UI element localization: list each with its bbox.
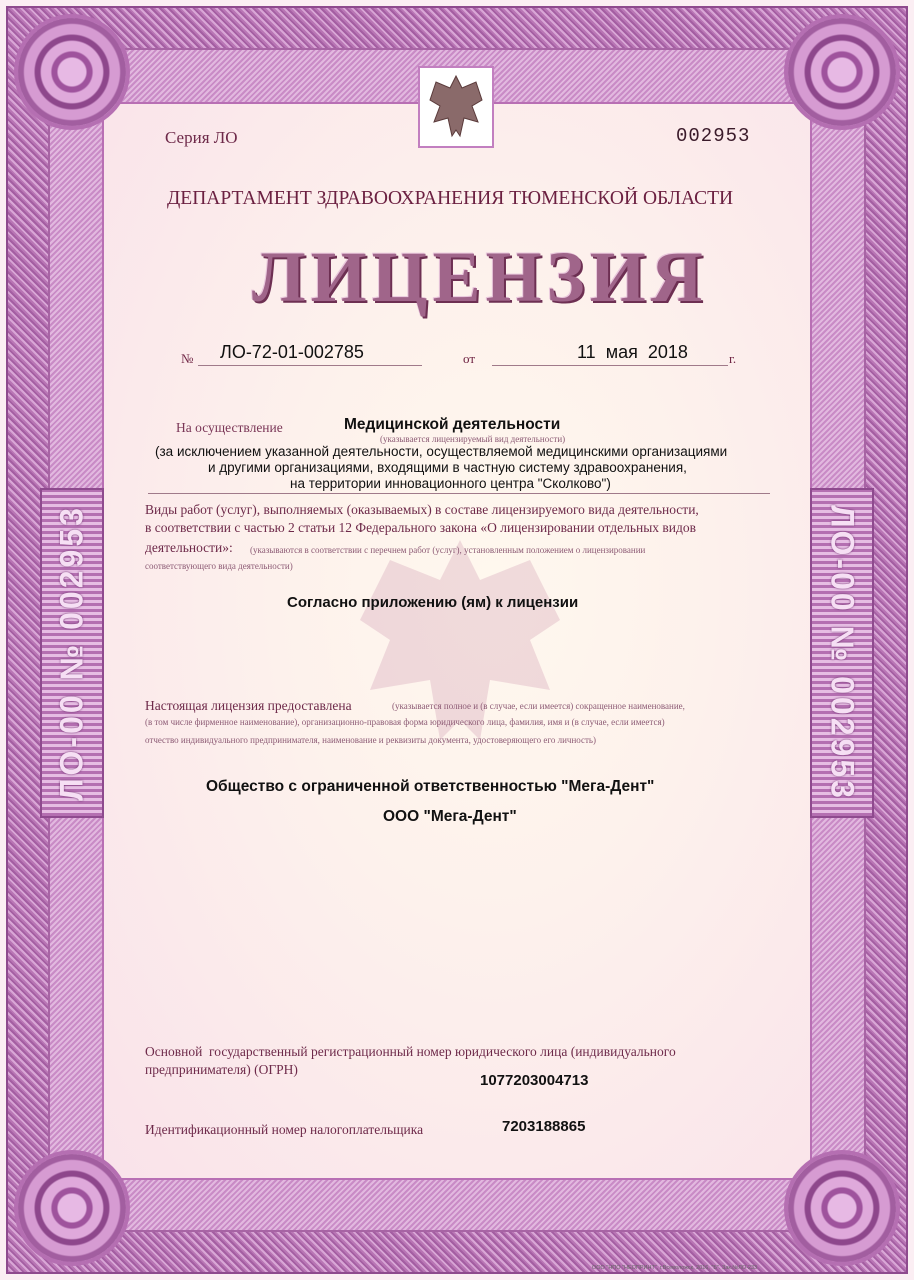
ogrn-value: 1077203004713 xyxy=(480,1072,589,1089)
activity-hint: (указывается лицензируемый вид деятельности) xyxy=(380,434,566,444)
left-side-panel-text: ЛО-00 № 002953 xyxy=(53,505,90,801)
grantee-short-name: ООО "Мега-Дент" xyxy=(383,808,517,825)
series-label: Серия ЛО xyxy=(165,128,238,147)
activity-underline xyxy=(148,493,770,494)
grantee-hint-2: (в том числе фирменное наименование), организационно-правовая форма юридического лица, фамилия, имя и (в случае, если имеется) xyxy=(145,717,665,727)
left-side-panel xyxy=(40,488,104,818)
corner-rosette-icon xyxy=(788,18,896,126)
ogrn-label-line-2: предпринимателя) (ОГРН) xyxy=(145,1062,298,1077)
activity-detail-line-1: (за исключением указанной деятельности, осуществляемой медицинскими организациями xyxy=(155,444,728,459)
grantee-label: Настоящая лицензия предоставлена xyxy=(145,698,352,713)
inn-value: 7203188865 xyxy=(502,1118,586,1135)
works-hint-1: (указываются в соответствии с перечнем работ (услуг), установленным положением о лицензировании xyxy=(250,545,646,555)
works-line-1: Виды работ (услуг), выполняемых (оказываемых) в составе лицензируемого вида деятельности, xyxy=(145,502,699,517)
ogrn-label-line-1: Основной государственный регистрационный номер юридического лица (индивидуального xyxy=(145,1044,676,1059)
date-underline xyxy=(492,365,728,366)
department-name: ДЕПАРТАМЕНТ ЗДРАВООХРАНЕНИЯ ТЮМЕНСКОЙ ОБЛАСТИ xyxy=(167,188,734,209)
grantee-full-name: Общество с ограниченной ответственностью "Мега-Дент" xyxy=(206,778,655,795)
number-sign: № xyxy=(181,351,194,366)
grantee-hint-1: (указывается полное и (в случае, если имеется) сокращенное наименование, xyxy=(392,701,685,711)
activity-value: Медицинской деятельности xyxy=(344,416,561,433)
activity-detail-line-2: и другими организациями, входящими в частную систему здравоохранения, xyxy=(208,460,687,475)
eagle-icon xyxy=(420,68,492,146)
works-hint-2: соответствующего вида деятельности) xyxy=(145,561,293,571)
number-underline xyxy=(198,365,422,366)
printer-note: ООО "НПО "НЕОПРИНТ", г.Всеволожск, 2016, "Б". Зак.№ЛО-233 xyxy=(592,1265,758,1271)
works-line-2: в соответствии с частью 2 статьи 12 Федерального закона «О лицензировании отдельных видов xyxy=(145,520,696,535)
activity-label: На осуществление xyxy=(176,420,283,435)
right-side-panel-text: ЛО-00 № 002953 xyxy=(824,505,861,801)
corner-rosette-icon xyxy=(18,1154,126,1262)
grantee-hint-3: отчество индивидуального предпринимателя, наименование и реквизиты документа, удостоверяющего его личность) xyxy=(145,735,597,745)
inn-label: Идентификационный номер налогоплательщика xyxy=(145,1122,424,1137)
year-suffix: г. xyxy=(729,351,737,366)
works-line-3: деятельности»: xyxy=(145,540,233,555)
license-number: ЛО-72-01-002785 xyxy=(220,342,364,362)
date-from-label: от xyxy=(463,351,476,366)
activity-detail-line-3: на территории инновационного центра "Сколково") xyxy=(290,476,611,491)
page-title: ЛИЦЕНЗИЯ xyxy=(252,237,708,317)
license-date: 11 мая 2018 xyxy=(577,342,688,362)
corner-rosette-icon xyxy=(18,18,126,126)
corner-rosette-icon xyxy=(788,1154,896,1262)
form-number: 002953 xyxy=(676,125,751,147)
right-side-panel xyxy=(810,488,874,818)
coat-of-arms-emblem xyxy=(418,66,494,148)
works-value: Согласно приложению (ям) к лицензии xyxy=(287,594,579,611)
